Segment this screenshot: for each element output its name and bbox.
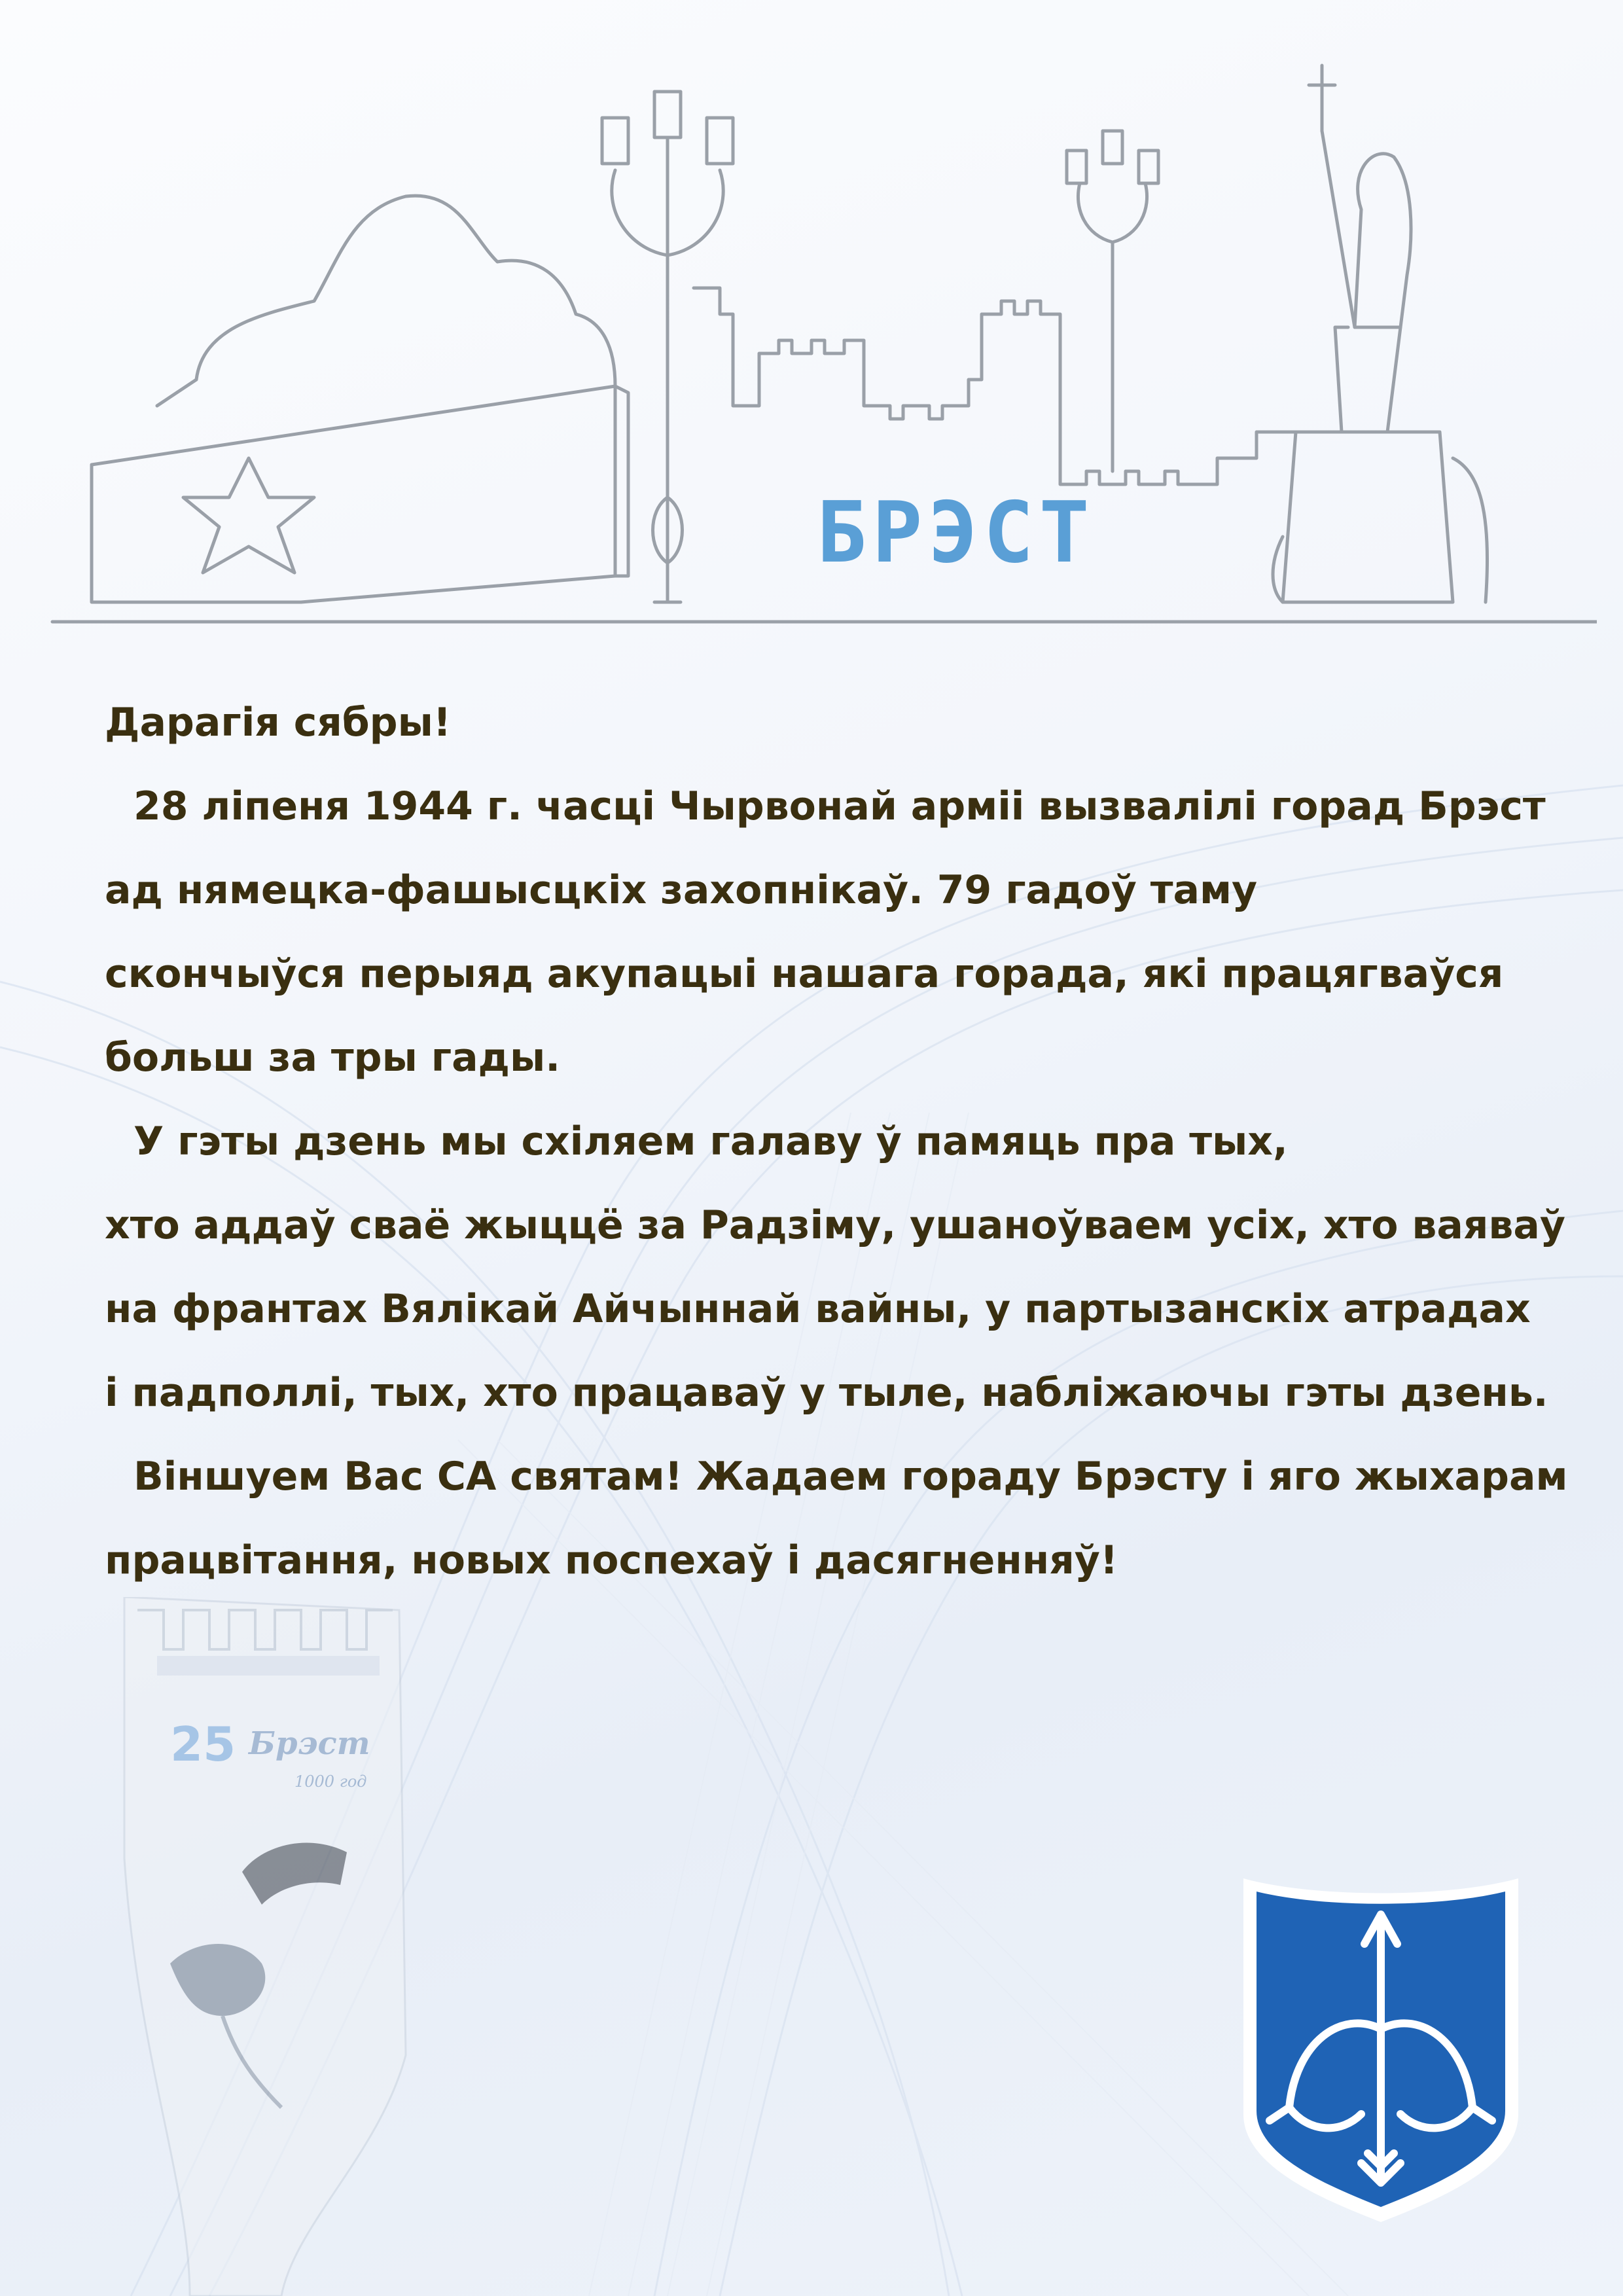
text-line: больш за тры гады. (105, 1035, 561, 1081)
monument-label: Брэст (249, 1725, 370, 1762)
paragraph-1 (105, 764, 1546, 1100)
brest-monument-icon (98, 1597, 530, 2296)
text-line: ад нямецка-фашысцкіх захопнікаў. 79 гадоў таму (105, 867, 1258, 913)
paragraph-2 (105, 1100, 1565, 1435)
city-title: БРЭСТ (816, 484, 1095, 582)
greeting-letter (105, 681, 1568, 1602)
text-line: 28 ліпеня 1944 г. часці Чырвонай арміі вызвалілі горад Брэст (134, 783, 1546, 829)
text-line: і падполлі, тых, хто працаваў у тыле, набліжаючы гэты дзень. (105, 1370, 1548, 1416)
text-line: Віншуем Вас СА святам! Жадаем гораду Брэсту і яго жыхарам (134, 1454, 1568, 1499)
text-line: працвітання, новых поспехаў і дасягненняў! (105, 1537, 1118, 1583)
monument-sublabel: 1000 год (294, 1772, 367, 1791)
paragraph-3 (105, 1435, 1568, 1602)
text-line: хто аддаў сваё жыццё за Радзіму, ушаноўваем усіх, хто ваяваў (105, 1202, 1565, 1248)
coat-of-arms-icon (1230, 1865, 1531, 2232)
salutation: Дарагія сябры! (105, 700, 452, 745)
text-line: скончыўся перыяд акупацыі нашага горада, які працягваўся (105, 951, 1504, 997)
text-line: на франтах Вялікай Айчыннай вайны, у партызанскіх атрадах (105, 1286, 1531, 1332)
text-line: У гэты дзень мы схіляем галаву ў памяць пра тых, (134, 1119, 1288, 1164)
monument-emblem-number: 25 (170, 1717, 236, 1772)
